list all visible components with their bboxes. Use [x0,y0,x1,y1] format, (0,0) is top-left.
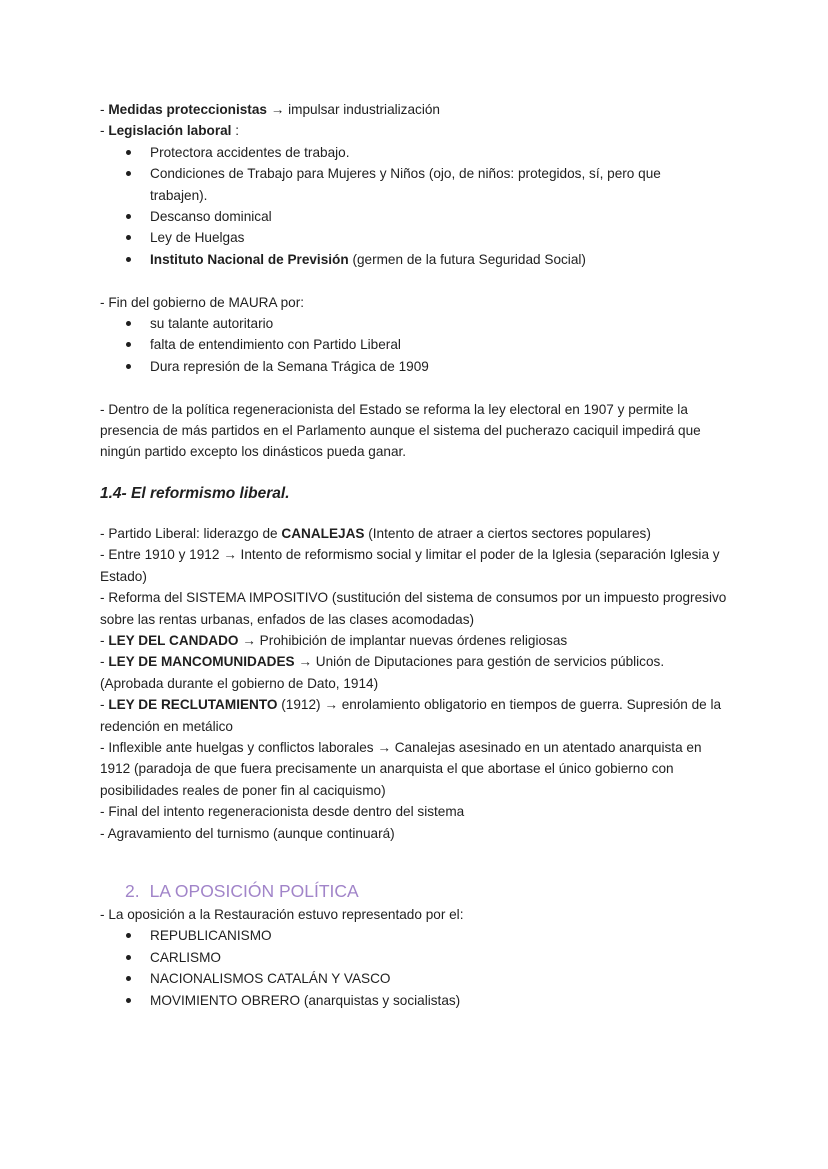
section-heading-1-4: 1.4- El reformismo liberal. [100,484,290,502]
reclutamiento-line: - LEY DE RECLUTAMIENTO (1912) → enrolamiento obligatorio en tiempos de guerra. Supresión de la redención en metálico [100,697,722,734]
list-item: Protectora accidentes de trabajo. [100,142,730,163]
list-item: su talante autoritario [100,313,730,334]
instituto-text: (germen de la futura Seguridad Social) [352,251,586,267]
list-item [100,249,730,270]
turnismo-line: - Agravamiento del turnismo (aunque continuará) [100,825,395,841]
document-page [100,99,730,1011]
list-item: Condiciones de Trabajo para Mujeres y Niños (ojo, de niños: protegidos, sí, pero que trabajen). [100,163,690,206]
section-title: LA OPOSICIÓN POLÍTICA [149,880,359,901]
legislacion-line: - Legislación laboral : [100,123,240,139]
maura-list [100,313,730,377]
candado-bold: LEY DEL CANDADO [108,632,239,648]
oposicion-intro: - La oposición a la Restauración estuvo representado por el: [100,906,464,922]
canalejas-asesinato-line: - Inflexible ante huelgas y conflictos laborales → Canalejas asesinado en un atentado anarquista en 1912 (paradoja de que fuera precisamente un anarquista el que abortase el único gobierno con posibilidades reales de poner fin al caciquismo) [100,739,702,798]
medidas-bold: Medidas proteccionistas [108,102,267,117]
reformismo-line: - Entre 1910 y 1912 → Intento de reformismo social y limitar el poder de la Iglesia (separación Iglesia y Estado) [100,547,720,584]
reclutamiento-bold: LEY DE RECLUTAMIENTO [108,697,278,713]
reclutamiento-text: (1912) → enrolamiento obligatorio en tiempos de guerra. Supresión de la redención en metálico [100,697,722,734]
canalejas-pre: Partido Liberal: liderazgo de [108,525,278,541]
list-item: Ley de Huelgas [100,227,730,248]
legislacion-text: : [235,123,240,139]
legislacion-list [100,142,730,270]
maura-intro: - Fin del gobierno de MAURA por: [100,294,305,310]
section-number: 2. [125,880,140,901]
electoral-paragraph: - Dentro de la política regeneracionista del Estado se reforma la ley electoral en 1907 y permite la presencia de más partidos en el Parlamento aunque el sistema del pucherazo caciquil impedirá que ningún partido excepto los dinásticos pueda ganar. [100,401,701,460]
mancomunidades-bold: LEY DE MANCOMUNIDADES [108,654,295,670]
list-item: falta de entendimiento con Partido Liberal [100,334,730,355]
maura-intro-text: Fin del gobierno de MAURA por: [108,294,305,310]
mancomunidades-line: - LEY DE MANCOMUNIDADES → Unión de Diputaciones para gestión de servicios públicos. (Aprobada durante el gobierno de Dato, 1914) [100,654,665,691]
final-text: Final del intento regeneracionista desde dentro del sistema [108,804,465,820]
turnismo-text: Agravamiento del turnismo (aunque continuará) [107,825,395,841]
list-item: Descanso dominical [100,206,730,227]
canalejas-line: - Partido Liberal: liderazgo de CANALEJAS (Intento de atraer a ciertos sectores populares) [100,525,651,541]
list-item: REPUBLICANISMO [100,925,730,946]
electoral-text: Dentro de la política regeneracionista del Estado se reforma la ley electoral en 1907 y permite la presencia de más partidos en el Parlamento aunque el sistema del pucherazo caciquil impedirá que ningún partido excepto los dinásticos pueda ganar. [100,401,701,460]
list-item: CARLISMO [100,947,730,968]
legislacion-bold: Legislación laboral [108,123,232,139]
impositivo-text: Reforma del SISTEMA IMPOSITIVO (sustitución del sistema de consumos por un impuesto progresivo sobre las rentas urbanas, enfados de las clases acomodadas) [100,590,727,627]
mancomunidades-text: → Unión de Diputaciones para gestión de servicios públicos. (Aprobada durante el gobierno de Dato, 1914) [100,654,665,691]
list-item: MOVIMIENTO OBRERO (anarquistas y socialistas) [100,990,730,1011]
medidas-text: → impulsar industrialización [270,102,440,117]
canalejas-bold: CANALEJAS [281,525,365,541]
oposicion-intro-text: La oposición a la Restauración estuvo representado por el: [108,906,464,922]
final-line: - Final del intento regeneracionista desde dentro del sistema [100,804,465,820]
list-item: Dura represión de la Semana Trágica de 1909 [100,356,730,377]
section-heading-2 [100,878,730,904]
list-item: NACIONALISMOS CATALÁN Y VASCO [100,968,730,989]
impositivo-line: - Reforma del SISTEMA IMPOSITIVO (sustitución del sistema de consumos por un impuesto progresivo sobre las rentas urbanas, enfados de las clases acomodadas) [100,590,727,627]
canalejas-post: (Intento de atraer a ciertos sectores populares) [368,525,651,541]
canalejas-asesinato-text: Inflexible ante huelgas y conflictos laborales → Canalejas asesinado en un atentado anarquista en 1912 (paradoja de que fuera precisamente un anarquista el que abortase el único gobierno con posibilidades reales de poner fin al caciquismo) [100,739,702,798]
candado-line: - LEY DEL CANDADO → Prohibición de implantar nuevas órdenes religiosas [100,632,568,648]
medidas-line: - Medidas proteccionistas → impulsar industrialización [100,102,440,117]
instituto-bold: Instituto Nacional de Previsión [150,251,349,267]
reformismo-text: Entre 1910 y 1912 → Intento de reformismo social y limitar el poder de la Iglesia (separación Iglesia y Estado) [100,547,720,584]
candado-text: → Prohibición de implantar nuevas órdenes religiosas [242,632,568,648]
oposicion-list [100,925,730,1011]
